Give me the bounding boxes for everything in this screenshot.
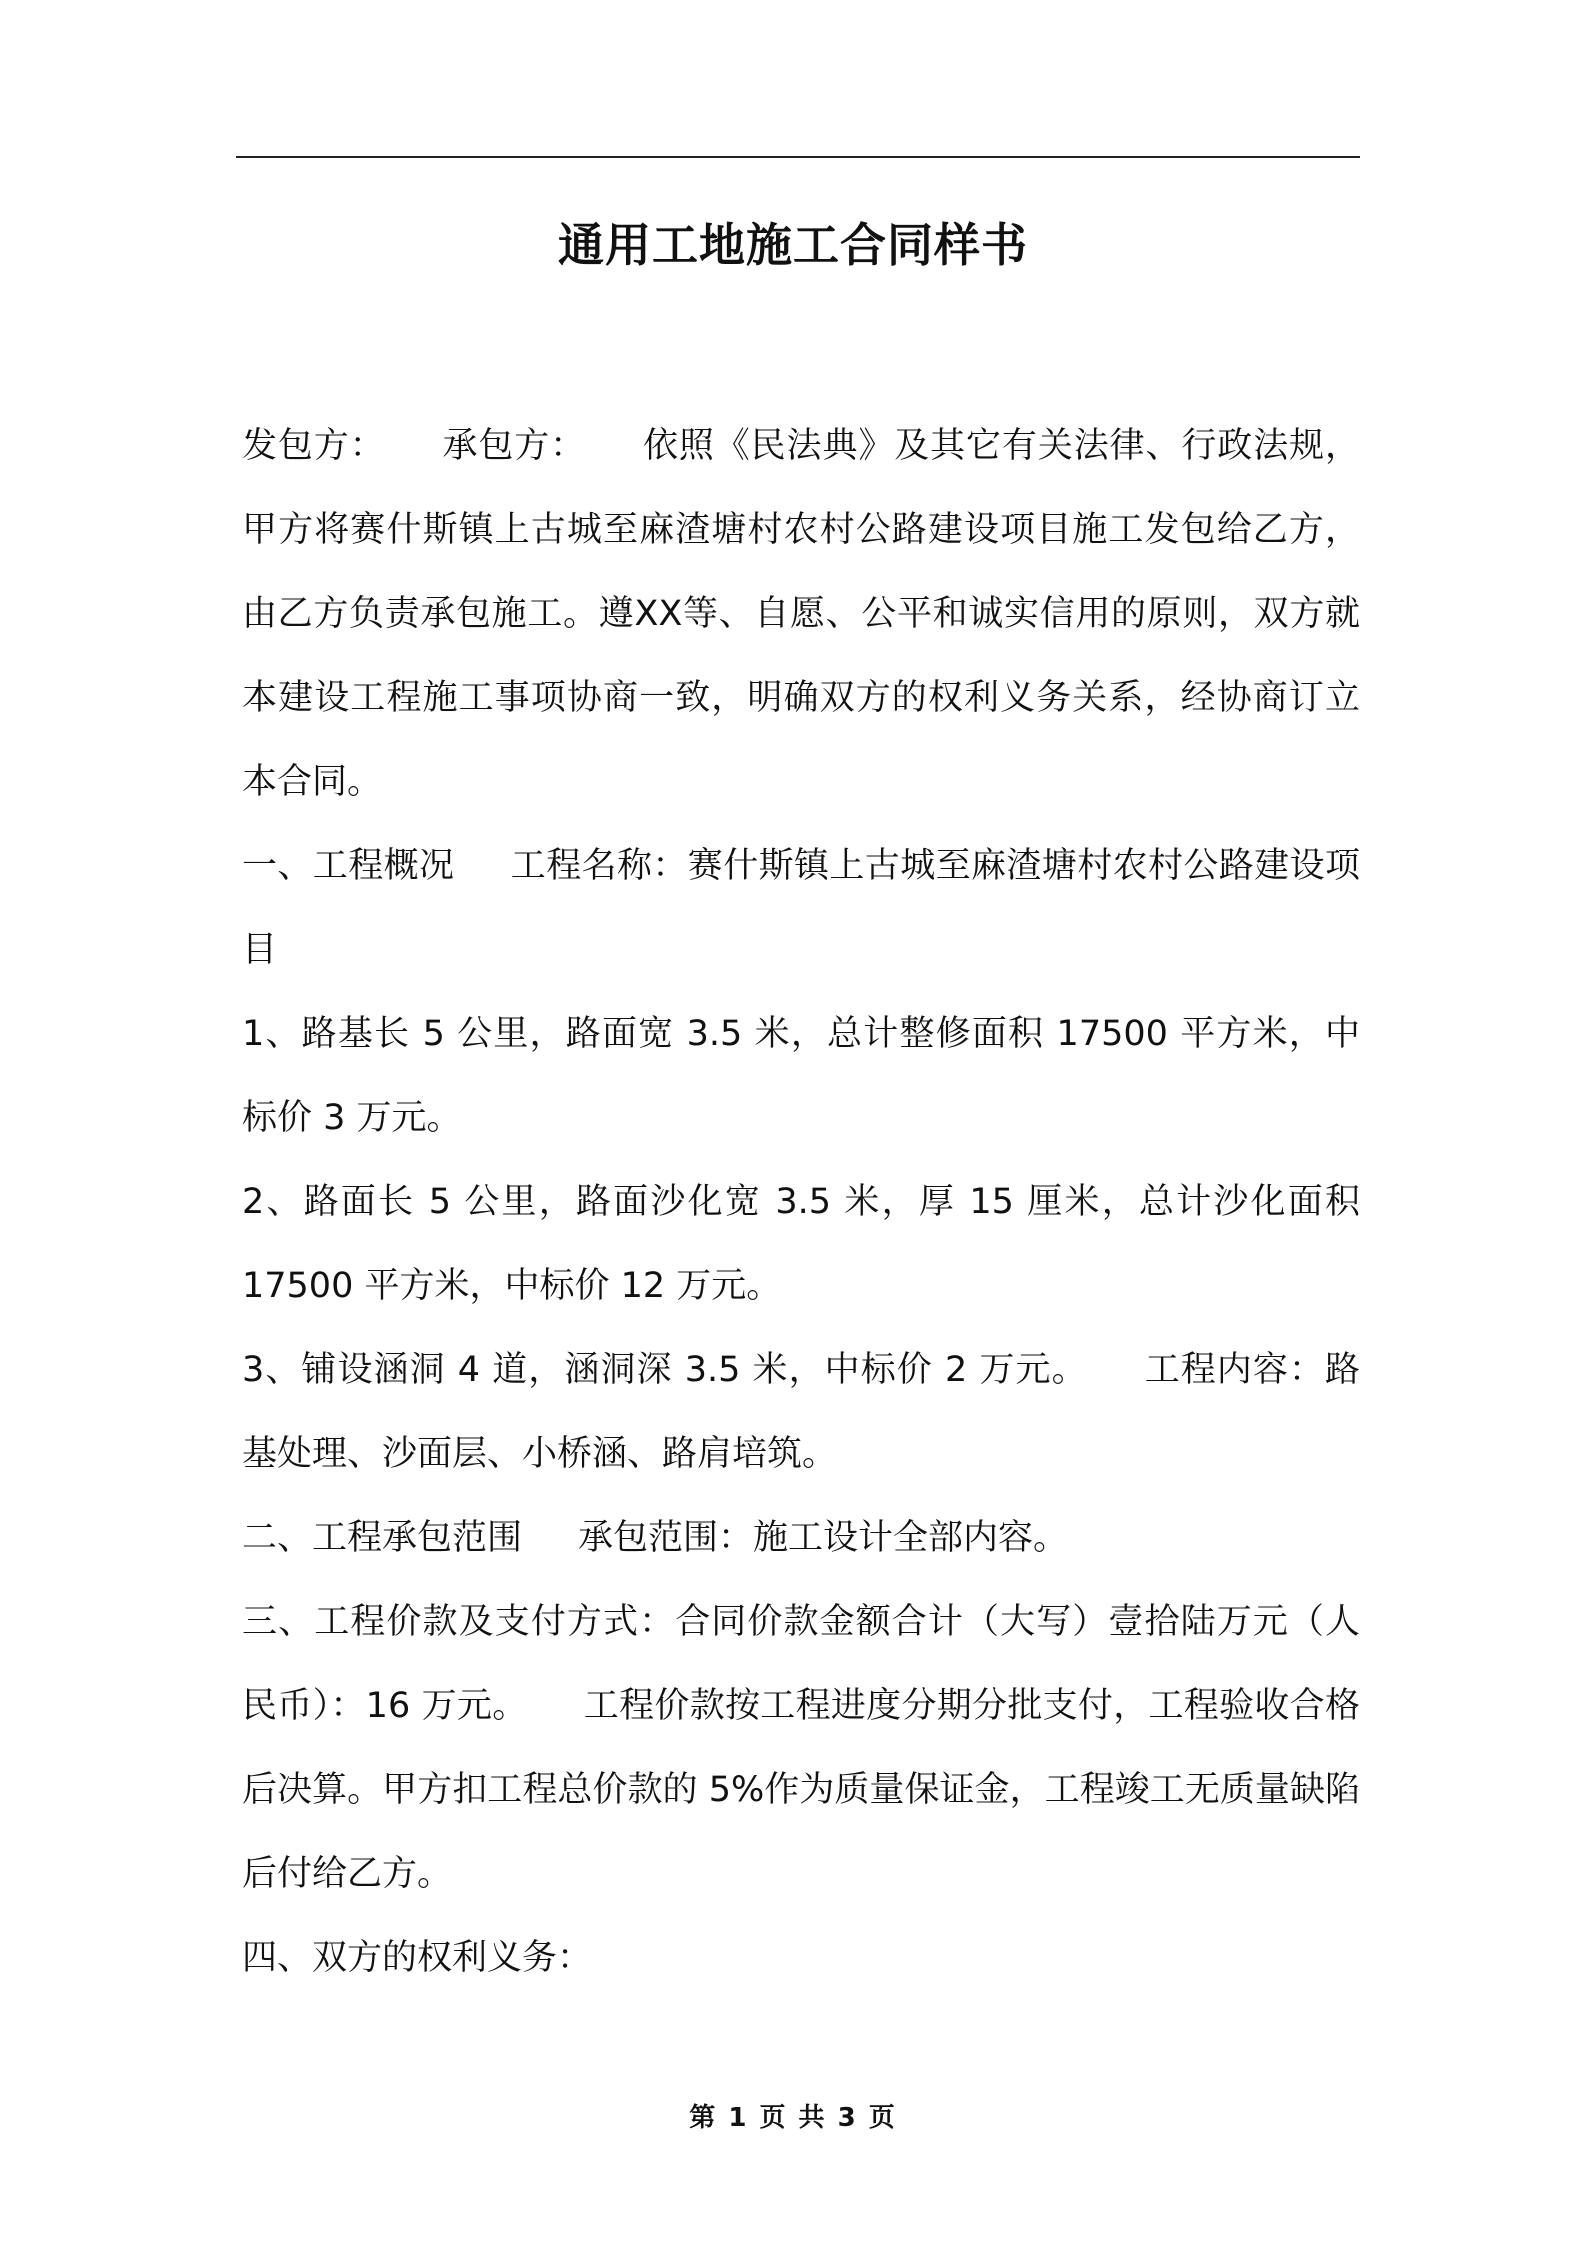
party-b-label: 承包方：	[441, 426, 587, 466]
party-a-label: 发包方：	[242, 426, 386, 466]
item-1-text: 1、路基长 5 公里，路面宽 3.5 米，总计整修面积 17500 平方米，中标价 3 万元。	[242, 1014, 1360, 1138]
section-2-scope	[242, 1496, 1360, 1580]
item-2-text: 2、路面长 5 公里，路面沙化宽 3.5 米，厚 15 厘米，总计沙化面积 17500 平方米，中标价 12 万元。	[242, 1182, 1360, 1306]
section-3-payment	[242, 1580, 1360, 1916]
item-2-pavement	[242, 1160, 1360, 1328]
preamble-text: 依照《民法典》及其它有关法律、行政法规，甲方将赛什斯镇上古城至麻渣塘村农村公路建设项目施工发包给乙方，由乙方负责承包施工。遵XX等、自愿、公平和诚实信用的原则，双方就本建设工程施工事项协商一致，明确双方的权利义务关系，经协商订立本合同。	[242, 426, 1360, 802]
page-indicator: 第 1 页 共 3 页	[689, 2103, 897, 2133]
project-name: 工程名称：赛什斯镇上古城至麻渣塘村农村公路建设项目	[242, 846, 1360, 970]
item-3-text: 3、铺设涵洞 4 道，涵洞深 3.5 米，中标价 2 万元。	[242, 1350, 1088, 1390]
section-3-text: 三、工程价款及支付方式：合同价款金额合计（大写）壹拾陆万元（人民币）：16 万元。	[242, 1602, 1360, 1726]
section-1-heading: 一、工程概况	[242, 846, 455, 886]
payment-terms: 工程价款按工程进度分期分批支付，工程验收合格后决算。甲方扣工程总价款的 5%作为质量保证金，工程竣工无质量缺陷后付给乙方。	[242, 1686, 1360, 1894]
header-rule	[236, 156, 1360, 158]
item-3-culverts	[242, 1328, 1360, 1496]
section-2-heading: 二、工程承包范围	[242, 1518, 523, 1558]
work-content: 工程内容：路基处理、沙面层、小桥涵、路肩培筑。	[242, 1350, 1360, 1474]
paragraph-preamble	[242, 404, 1360, 824]
section-4-rights	[242, 1916, 1360, 2000]
scope-text: 承包范围：施工设计全部内容。	[578, 1518, 1069, 1558]
document-title: 通用工地施工合同样书	[558, 218, 1028, 272]
section-1-overview	[242, 824, 1360, 992]
item-1-roadbed	[242, 992, 1360, 1160]
section-4-heading: 四、双方的权利义务：	[242, 1938, 593, 1978]
document-body	[242, 404, 1360, 2000]
